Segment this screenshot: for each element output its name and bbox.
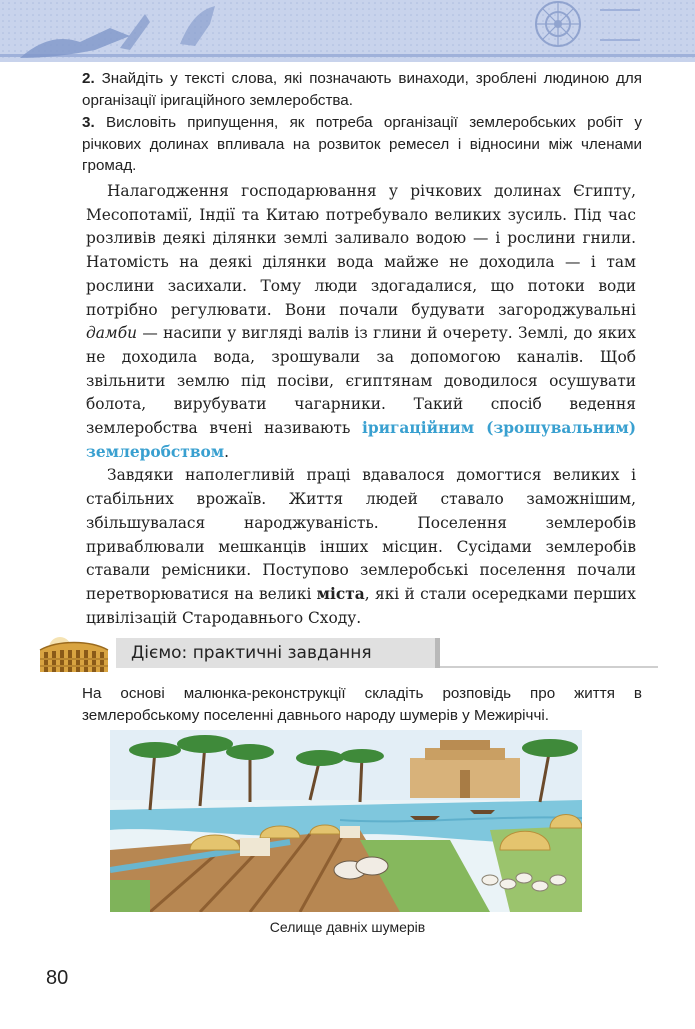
section-divider [440,666,658,668]
question-text: Висловіть припущення, як потреба організації землеробських робіт у річкових долинах впливала на розвиток ремесел і відносини між членами громад. [82,114,642,174]
question-number: 2. [82,70,95,87]
question-item [82,112,642,177]
paragraph-text: Завдяки наполегливій праці вдавалося домогтися великих і стабільних врожаїв. Життя людей ставало заможнішим, збільшувалася народжуваність. Поселення землеробів приваблювали мешканців інших місцин. Сусідами землеробів ставали ремісники. Поступово землеробські поселення почали перетворюватися на великі [86,466,636,603]
question-number: 3. [82,114,95,131]
paragraph-text: Налагодження господарювання у річкових долинах Єгипту, Месопотамії, Індії та Китаю потребувало великих зусиль. Під час розливів деякі ділянки землі заливало водою — і рослини гнили. Натомість на деякі ділянки вода майже не доходила — і там рослини засихали. Тому люди здогадалися, що потоки води потрібно регулювати. Вони почали будувати загороджувальні [86,182,636,319]
question-text: Знайдіть у тексті слова, які позначають винаходи, зроблені людиною для організації іригаційного землеробства. [82,70,642,109]
paragraph [86,464,636,630]
paragraph-text: . [224,442,230,461]
term-dams: дамби [86,324,137,343]
section-title: Діємо: практичні завдання [131,643,372,663]
sumerian-village-illustration [110,730,582,912]
decorative-banner-art [0,0,695,62]
main-text [86,180,636,630]
page-number: 80 [46,967,69,989]
colosseum-icon [38,636,110,674]
paragraph-text: , які й стали осередками перших цивілізацій Стародавнього Сходу. [86,584,636,627]
header-banner [0,0,695,62]
questions-block [82,68,642,178]
ornament-circle-icon [536,2,580,46]
section-header [38,632,658,678]
task-paragraph: На основі малюнка-реконструкції складіть розповідь про життя в землеробському поселенні давнього народу шумерів у Межиріччі. [82,685,642,724]
paragraph [86,180,636,464]
question-item [82,68,642,111]
paragraph-text: — насипи у вигляді валів із глини й очерету. Землі, до яких не доходила вода, зрошували за допомогою каналів. Щоб звільнити землю під посіви, єгиптянам доводилося осушувати болота, вирубувати чагарники. Такий спосіб ведення землеробства вчені називають [86,324,636,438]
figure-caption: Селище давніх шумерів [269,919,426,935]
term-cities: міста [316,584,365,603]
task-text [82,683,642,726]
highlight-term: іригаційним (зрошувальним) землеробством [86,419,636,461]
ziggurat-icon [410,740,520,798]
